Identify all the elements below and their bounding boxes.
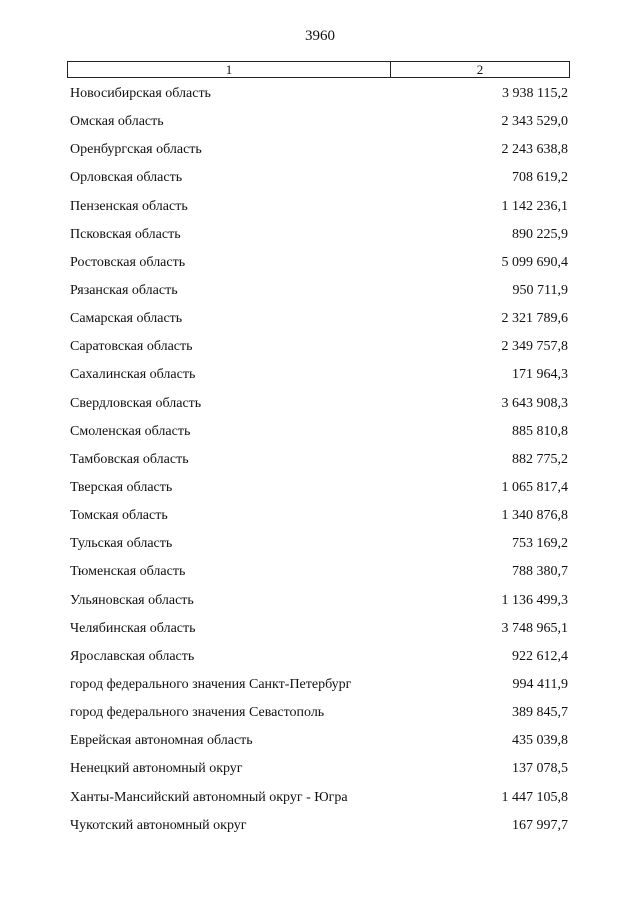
region-name: Новосибирская область [70,86,211,102]
table-row [70,671,568,699]
table-row [70,277,568,305]
region-value: 3 748 965,1 [501,620,568,636]
table-row [70,446,568,474]
region-value: 389 845,7 [512,705,568,721]
region-name: Ярославская область [70,648,195,664]
region-value: 2 349 757,8 [501,339,568,355]
region-value: 2 321 789,6 [501,311,568,327]
table-header [67,61,570,78]
region-name: Ульяновская область [70,592,194,608]
region-name: Тюменская область [70,564,186,580]
table-row [70,80,568,108]
table-row [70,193,568,221]
region-value: 890 225,9 [512,226,568,242]
region-value: 5 099 690,4 [501,254,568,270]
region-value: 3 643 908,3 [501,395,568,411]
region-value: 1 447 105,8 [501,789,568,805]
region-name: Самарская область [70,311,183,327]
region-name: Чукотский автономный округ [70,817,247,833]
table-row [70,305,568,333]
region-name: Сахалинская область [70,367,196,383]
region-value: 994 411,9 [512,677,568,693]
region-value: 1 340 876,8 [501,508,568,524]
region-name: Орловская область [70,170,183,186]
column-header-1: 1 [68,62,391,77]
region-value: 2 343 529,0 [501,114,568,130]
table-row [70,418,568,446]
region-value: 885 810,8 [512,423,568,439]
region-name: Томская область [70,508,168,524]
table-row [70,727,568,755]
region-name: Ненецкий автономный округ [70,761,243,777]
region-name: Пензенская область [70,198,188,214]
region-name: Тверская область [70,480,173,496]
region-name: Челябинская область [70,620,196,636]
table-row [70,615,568,643]
region-value: 1 065 817,4 [501,480,568,496]
region-name: Саратовская область [70,339,193,355]
table-row [70,755,568,783]
region-name: Оренбургская область [70,142,202,158]
region-value: 137 078,5 [512,761,568,777]
region-name: Тульская область [70,536,173,552]
table-row [70,587,568,615]
table-row [70,558,568,586]
region-value: 882 775,2 [512,451,568,467]
region-value: 922 612,4 [512,648,568,664]
region-value: 788 380,7 [512,564,568,580]
table-row [70,164,568,192]
table-row [70,643,568,671]
table-row [70,136,568,164]
region-name: Свердловская область [70,395,202,411]
region-value: 1 136 499,3 [501,592,568,608]
table-row [70,108,568,136]
region-name: Тамбовская область [70,451,189,467]
region-name: Рязанская область [70,283,178,299]
region-name: Ханты-Мансийский автономный округ - Югра [70,789,348,805]
region-name: Смоленская область [70,423,191,439]
table-row [70,812,568,840]
table-row [70,361,568,389]
table-row [70,502,568,530]
table-row [70,333,568,361]
table-row [70,221,568,249]
region-name: Псковская область [70,226,181,242]
table-row [70,249,568,277]
region-value: 1 142 236,1 [501,198,568,214]
table-row [70,784,568,812]
region-name: Еврейская автономная область [70,733,253,749]
table-row [70,390,568,418]
region-value: 171 964,3 [512,367,568,383]
region-name: Ростовская область [70,254,186,270]
region-value: 3 938 115,2 [502,86,568,102]
region-name: Омская область [70,114,164,130]
region-value: 435 039,8 [512,733,568,749]
table-row [70,474,568,502]
table-row [70,530,568,558]
column-header-2: 2 [476,62,484,77]
region-value: 950 711,9 [512,283,568,299]
table-body [70,80,568,840]
region-value: 2 243 638,8 [501,142,568,158]
region-value: 167 997,7 [512,817,568,833]
region-name: город федерального значения Санкт-Петербург [70,677,352,693]
region-name: город федерального значения Севастополь [70,705,325,721]
region-value: 753 169,2 [512,536,568,552]
page-number: 3960 [305,28,335,44]
region-value: 708 619,2 [512,170,568,186]
table-row [70,699,568,727]
